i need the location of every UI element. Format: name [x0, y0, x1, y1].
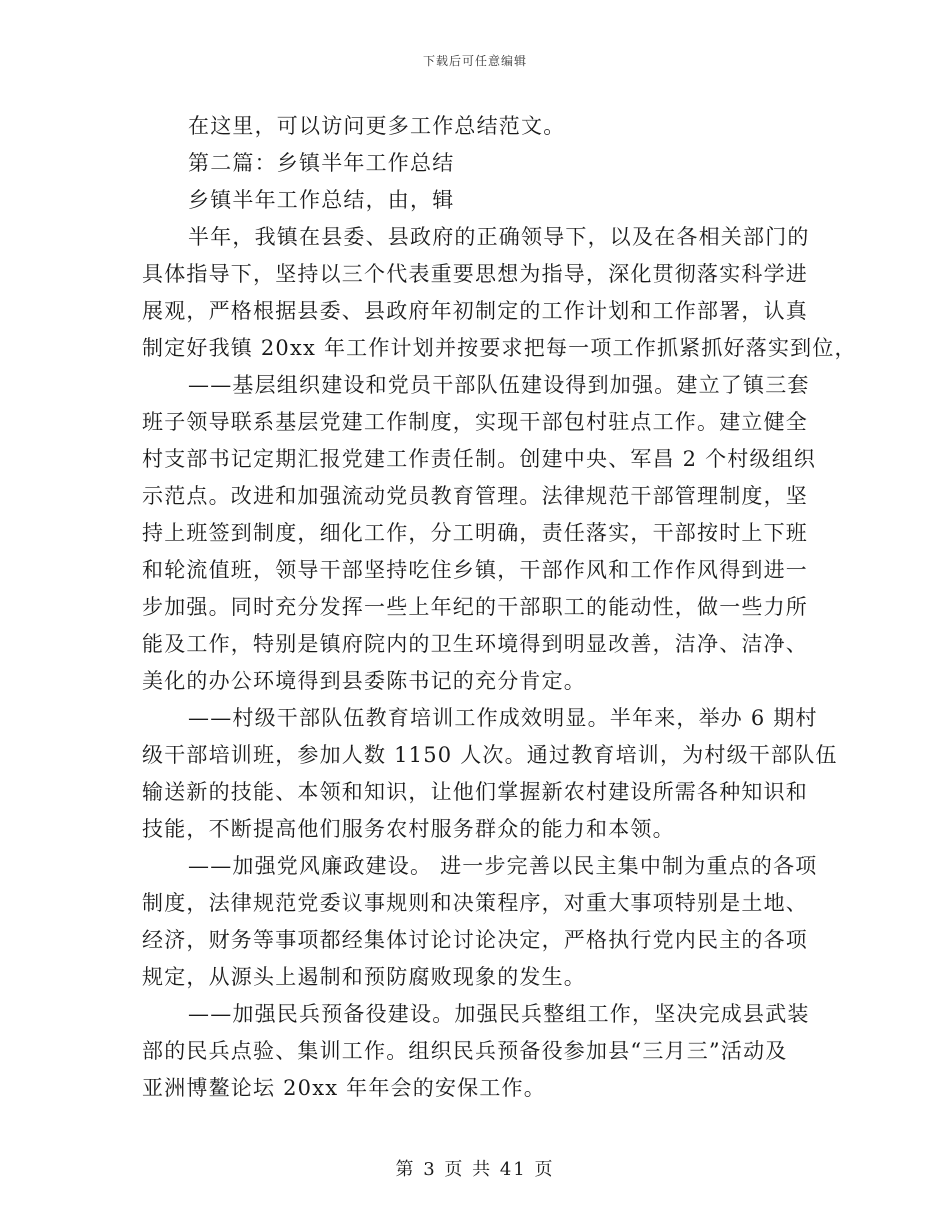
body-line: 部的民兵点验、集训工作。组织民兵预备役参加县“三月三”活动及	[142, 1039, 788, 1063]
body-line: 规定，从源头上遏制和预防腐败现象的发生。	[142, 965, 586, 989]
body-line: 亚洲博鳌论坛 20xx 年年会的安保工作。	[142, 1076, 546, 1100]
body-line: 技能，不断提高他们服务农村服务群众的能力和本领。	[142, 817, 675, 841]
body-line: ——村级干部队伍教育培训工作成效明显。半年来，举办 6 期村	[188, 706, 818, 730]
body-line: ——加强党风廉政建设。 进一步完善以民主集中制为重点的各项	[188, 854, 818, 878]
document-body	[142, 108, 857, 1107]
body-line: 示范点。改进和加强流动党员教育管理。法律规范干部管理制度，坚	[142, 484, 808, 508]
body-line: 制定好我镇 20xx 年工作计划并按要求把每一项工作抓紧抓好落实到位，	[142, 336, 857, 360]
page-header: 下载后可任意编辑	[422, 54, 527, 68]
body-line: ——基层组织建设和党员干部队伍建设得到加强。建立了镇三套	[188, 373, 810, 397]
body-line: 乡镇半年工作总结，由，辑	[188, 188, 455, 212]
body-line: 级干部培训班，参加人数 1150 人次。通过教育培训，为村级干部队伍	[142, 743, 838, 767]
body-line: 展观，严格根据县委、县政府年初制定的工作计划和工作部署，认真	[142, 299, 808, 323]
body-line: 经济，财务等事项都经集体讨论讨论决定，严格执行党内民主的各项	[142, 928, 808, 952]
body-line: 美化的办公环境得到县委陈书记的充分肯定。	[142, 669, 586, 693]
body-line: 持上班签到制度，细化工作，分工明确，责任落实，干部按时上下班	[142, 521, 808, 545]
body-line: 步加强。同时充分发挥一些上年纪的干部职工的能动性，做一些力所	[142, 595, 808, 619]
page-number-footer: 第 3 页 共 41 页	[395, 1159, 555, 1180]
body-line: 第二篇：乡镇半年工作总结	[188, 151, 455, 175]
body-line: 班子领导联系基层党建工作制度，实现干部包村驻点工作。建立健全	[142, 410, 808, 434]
body-line: 具体指导下，坚持以三个代表重要思想为指导，深化贯彻落实科学进	[142, 262, 808, 286]
body-line: 能及工作，特别是镇府院内的卫生环境得到明显改善，洁净、洁净、	[142, 632, 808, 656]
body-line: 制度，法律规范党委议事规则和决策程序，对重大事项特别是土地、	[142, 891, 808, 915]
body-line: 半年，我镇在县委、县政府的正确领导下，以及在各相关部门的	[188, 225, 810, 249]
body-line: 在这里，可以访问更多工作总结范文。	[188, 114, 566, 138]
body-line: 和轮流值班，领导干部坚持吃住乡镇，干部作风和工作作风得到进一	[142, 558, 808, 582]
body-line: 输送新的技能、本领和知识，让他们掌握新农村建设所需各种知识和	[142, 780, 808, 804]
body-line: ——加强民兵预备役建设。加强民兵整组工作，坚决完成县武装	[188, 1002, 810, 1026]
body-line: 村支部书记定期汇报党建工作责任制。创建中央、军昌 2 个村级组织	[142, 447, 817, 471]
